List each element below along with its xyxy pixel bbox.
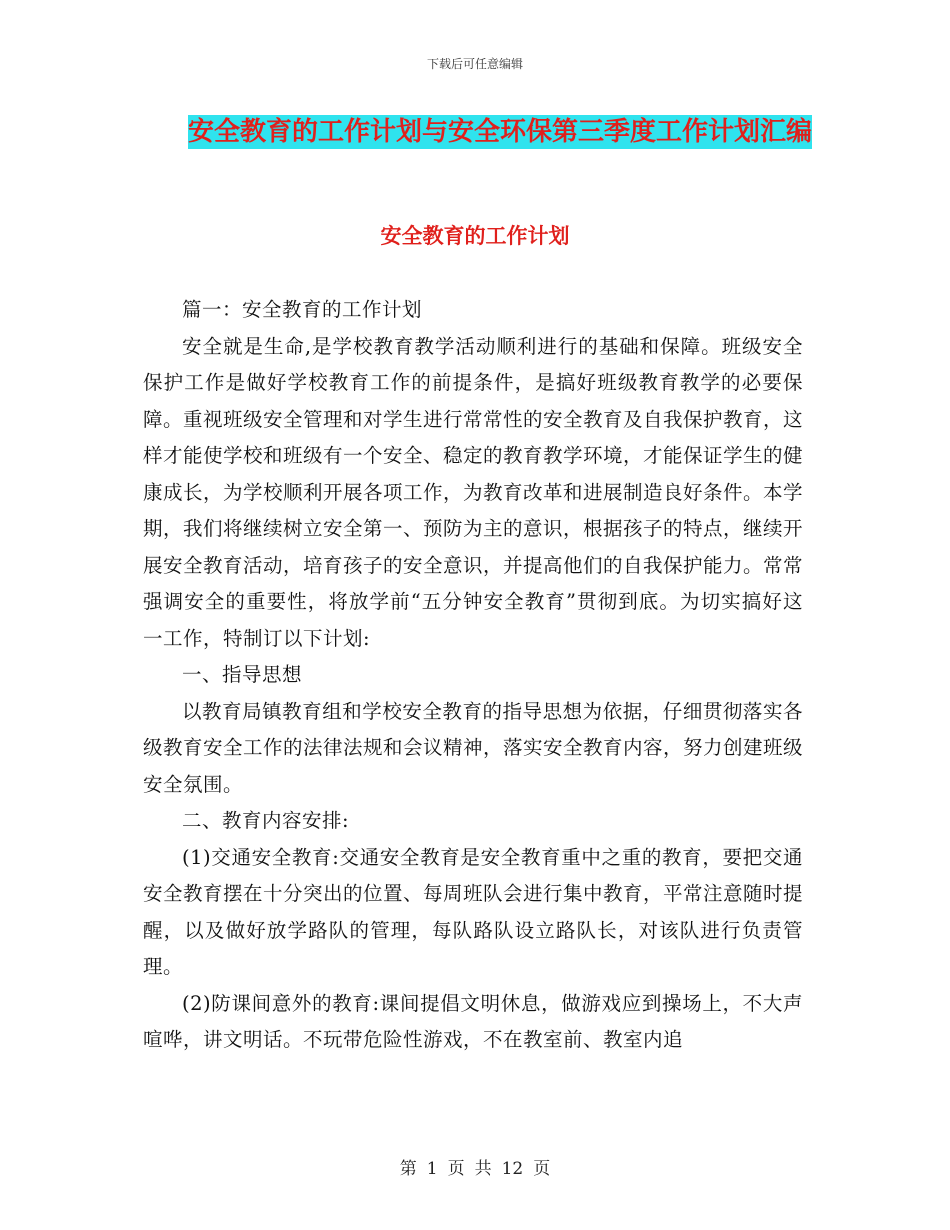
paragraph: 安全就是生命,是学校教育教学活动顺利进行的基础和保障。班级安全保护工作是做好学校教育工作的前提条件，是搞好班级教育教学的必要保障。重视班级安全管理和对学生进行常常性的安全教育及自我保护教育，这样才能使学校和班级有一个安全、稳定的教育教学环境，才能保证学生的健康成长，为学校顺利开展各项工作，为教育改革和进展制造良好条件。本学期，我们将继续树立安全第一、预防为主的意识，根据孩子的特点，继续开展安全教育活动，培育孩子的安全意识，并提高他们的自我保护能力。常常强调安全的重要性，将放学前“五分钟安全教育”贯彻到底。为切实搞好这一工作，特制订以下计划: [143,334,804,650]
document-body [143,292,803,1059]
header-note: 下载后可任意编辑 [426,57,523,71]
footer-total-label: 共 [474,1159,492,1179]
footer-page-label: 第 [399,1159,417,1179]
paragraph: (1)交通安全教育:交通安全教育是安全教育重中之重的教育，要把交通安全教育摆在十分突出的位置、每周班队会进行集中教育，平常注意随时提醒，以及做好放学路队的管理，每队路队设立路队长，对该队进行负责管理。 [143,845,804,978]
paragraph: (2)防课间意外的教育:课间提倡文明休息，做游戏应到操场上，不大声喧哗，讲文明话。不玩带危险性游戏，不在教室前、教室内追 [143,991,803,1051]
paragraph-heading: 一、指导思想 [182,663,303,686]
document-title [140,110,860,154]
footer-page-unit: 页 [447,1159,465,1179]
paragraph: 以教育局镇教育组和学校安全教育的指导思想为依据，仔细贯彻落实各级教育安全工作的法律法规和会议精神，落实安全教育内容，努力创建班级安全氛围。 [143,699,804,796]
footer-total-pages: 12 [501,1159,524,1179]
footer-page-number: 1 [426,1159,438,1179]
document-title-text: 安全教育的工作计划与安全环保第三季度工作计划汇编 [187,117,812,147]
footer-total-unit: 页 [533,1159,551,1179]
paragraph-subtitle: 篇一：安全教育的工作计划 [182,298,423,321]
paragraph-heading: 二、教育内容安排: [182,809,350,832]
page-footer [0,1154,950,1179]
section-title: 安全教育的工作计划 [380,224,570,248]
